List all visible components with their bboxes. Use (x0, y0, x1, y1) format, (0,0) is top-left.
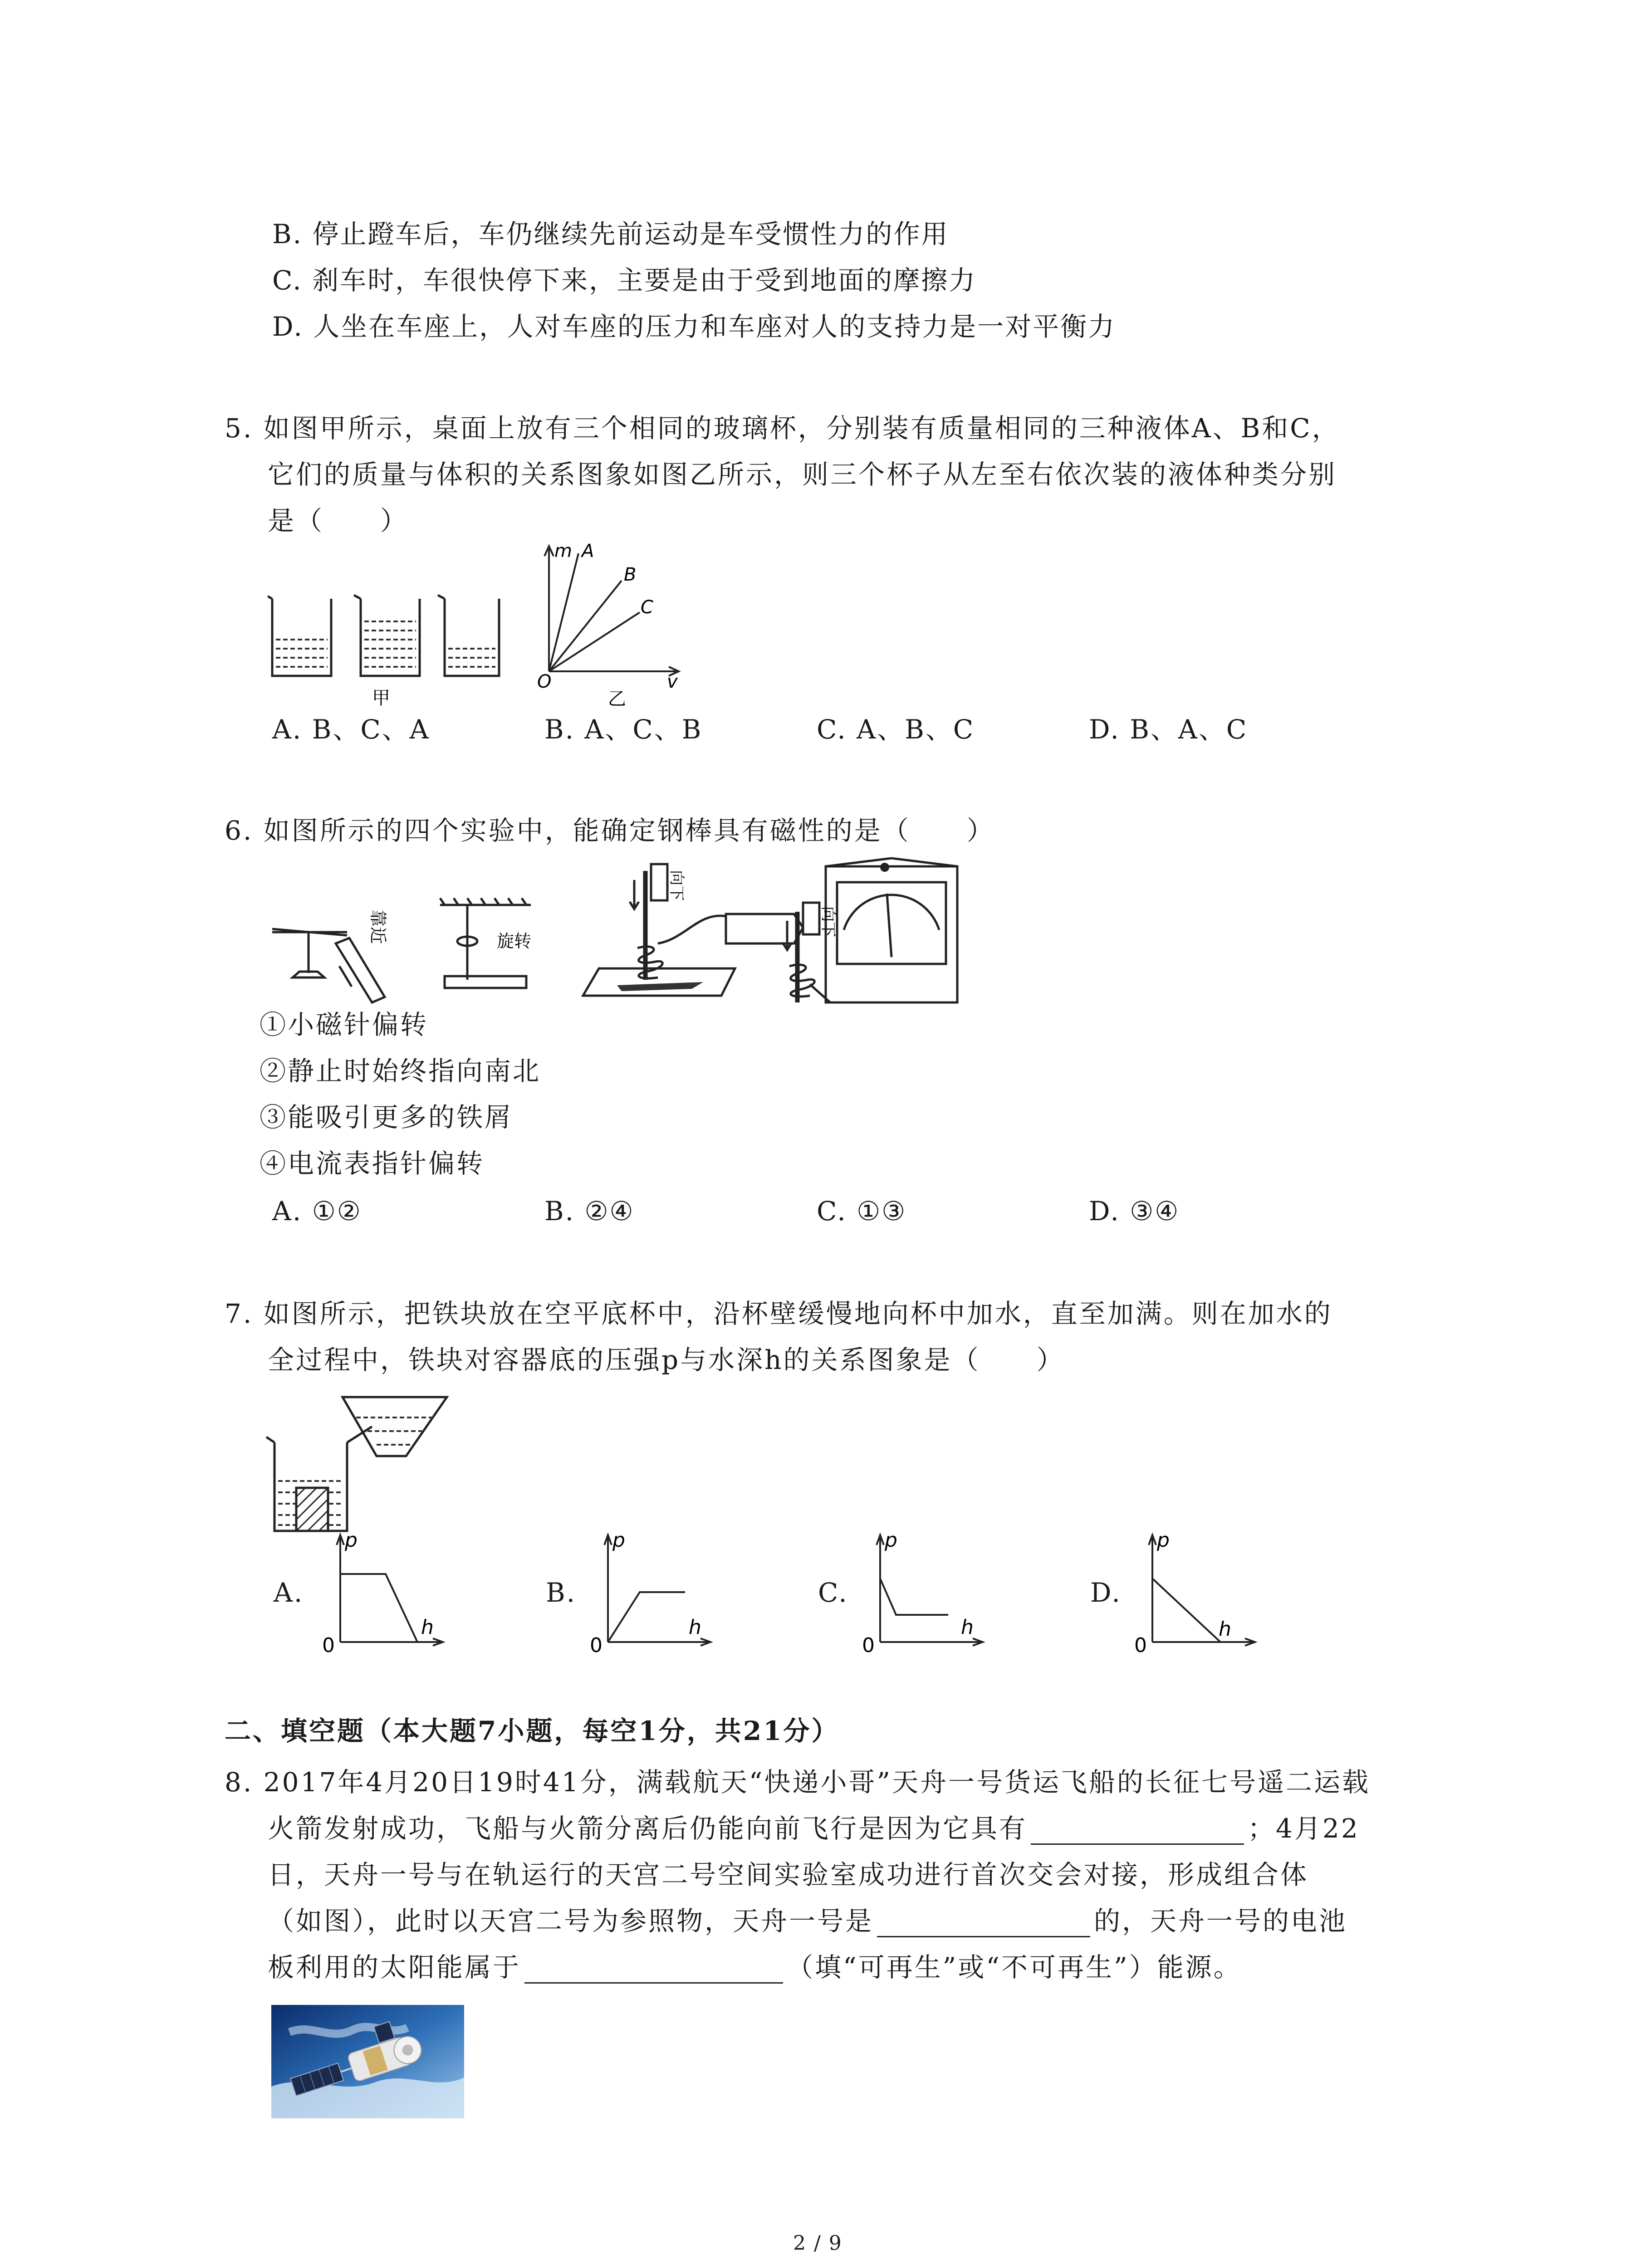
graph-b-h: h (689, 1616, 701, 1639)
coil-ammeter-icon (783, 858, 957, 1002)
q4-option-c: C. 刹车时，车很快停下来，主要是由于受到地面的摩擦力 (272, 265, 977, 296)
graph-a-origin: 0 (322, 1634, 335, 1656)
origin-label: O (537, 671, 552, 692)
line-a-label: A (582, 541, 594, 562)
q6-item-3: ③能吸引更多的铁屑 (260, 1102, 513, 1133)
line-b-label: B (624, 564, 637, 585)
xiangxia-label-2: 向下 (819, 906, 837, 937)
graph-c-h: h (961, 1616, 974, 1639)
q4-option-d: D. 人坐在车座上，人对车座的压力和车座对人的支持力是一对平衡力 (272, 311, 1116, 342)
q7-line1: 7. 如图所示，把铁块放在空平底杯中，沿杯壁缓慢地向杯中加水，直至加满。则在加水的 (225, 1298, 1332, 1329)
graph-d-origin: 0 (1134, 1634, 1147, 1656)
q8-line5-text-b: （填“可再生”或“不可再生”）能源。 (787, 1952, 1242, 1983)
line-c (549, 612, 640, 671)
graph-d-h: h (1219, 1618, 1231, 1641)
q8-blank-3[interactable] (524, 1958, 783, 1984)
q8-line5 (268, 1951, 1242, 1984)
line-c-label: C (641, 597, 653, 618)
q6-item-2: ②静止时始终指向南北 (260, 1056, 541, 1086)
q6-option-a: A. ①② (272, 1196, 362, 1227)
q7-line2: 全过程中，铁块对容器底的压强p与水深h的关系图象是（ ） (268, 1344, 1065, 1375)
q5-option-b: B. A、C、B (544, 714, 703, 745)
q8-blank-2[interactable] (877, 1911, 1090, 1937)
q5-option-d: D. B、A、C (1089, 714, 1248, 745)
q5-option-a: A. B、C、A (272, 714, 430, 745)
graph-b-p: p (612, 1529, 625, 1552)
q8-line4 (268, 1905, 1347, 1937)
tiangong-spacecraft-photo (271, 2005, 464, 2118)
q6-line1: 6. 如图所示的四个实验中，能确定钢棒具有磁性的是（ ） (225, 815, 995, 846)
q5-fig-yi-label: 乙 (608, 689, 626, 708)
q7-option-c-label: C. (818, 1577, 848, 1608)
graph-b-origin: 0 (590, 1634, 603, 1656)
q8-line2-text-a: 火箭发射成功，飞船与火箭分离后仍能向前飞行是因为它具有 (268, 1813, 1028, 1844)
xiangxia-label-1: 向下 (667, 870, 686, 901)
electromagnet-filings-icon (583, 864, 803, 996)
q7-option-d-label: D. (1090, 1577, 1122, 1608)
kaojin-label: 靠近 (368, 909, 388, 944)
iron-filings (617, 982, 703, 991)
q6-option-d: D. ③④ (1089, 1196, 1180, 1227)
section-2-title: 二、填空题（本大题7小题，每空1分，共21分） (225, 1716, 840, 1746)
q7-graph-d (1130, 1529, 1266, 1656)
q7-option-a-label: A. (274, 1577, 304, 1608)
q7-graph-c (857, 1529, 994, 1656)
axis-v-label: v (667, 671, 678, 692)
graph-d-p: p (1157, 1529, 1170, 1552)
graph-a-p: p (345, 1529, 358, 1552)
q7-beaker-figure (265, 1383, 456, 1538)
xuanzhuan-label: 旋转 (497, 931, 532, 951)
q5-line3: 是（ ） (268, 505, 409, 536)
q5-figure-jia (268, 585, 513, 712)
q6-item-1: ①小磁针偏转 (260, 1009, 429, 1040)
q6-option-c: C. ①③ (817, 1196, 907, 1227)
q5-figure-yi (531, 540, 703, 708)
q5-fig-jia-label: 甲 (372, 688, 390, 709)
q8-line2-text-b: ；4月22 (1248, 1813, 1360, 1844)
q8-line4-text-a: （如图），此时以天宫二号为参照物，天舟一号是 (268, 1906, 874, 1936)
compass-experiment-icon (272, 929, 385, 1002)
q7-option-b-label: B. (546, 1577, 577, 1608)
q8-line2 (268, 1812, 1360, 1845)
q7-graph-a (318, 1529, 454, 1656)
q8-line3: 日，天舟一号与在轨运行的天宫二号空间实验室成功进行首次交会对接，形成组合体 (268, 1859, 1309, 1890)
q8-line1: 8. 2017年4月20日19时41分，满载航天“快递小哥”天舟一号货运飞船的长征七号遥二运载 (225, 1767, 1370, 1798)
q6-figures (268, 853, 985, 1007)
graph-c-p: p (885, 1529, 897, 1552)
q4-option-b: B. 停止蹬车后，车仍继续先前运动是车受惯性力的作用 (272, 219, 949, 249)
q7-graph-b (585, 1529, 721, 1656)
q5-line2: 它们的质量与体积的关系图象如图乙所示，则三个杯子从左至右依次装的液体种类分别 (268, 459, 1337, 490)
page-number: 2 / 9 (793, 2232, 843, 2255)
q8-line5-text-a: 板利用的太阳能属于 (268, 1952, 521, 1983)
q8-line4-text-b: 的，天舟一号的电池 (1094, 1906, 1347, 1936)
q5-line1: 5. 如图甲所示，桌面上放有三个相同的玻璃杯，分别装有质量相同的三种液体A、B和C， (225, 413, 1340, 444)
graph-c-origin: 0 (862, 1634, 875, 1656)
axis-m-label: m (554, 541, 572, 562)
q6-item-4: ④电流表指针偏转 (260, 1148, 485, 1179)
q6-option-b: B. ②④ (544, 1196, 635, 1227)
graph-a-h: h (421, 1616, 434, 1639)
q8-blank-1[interactable] (1031, 1819, 1244, 1845)
q5-option-c: C. A、B、C (817, 714, 975, 745)
